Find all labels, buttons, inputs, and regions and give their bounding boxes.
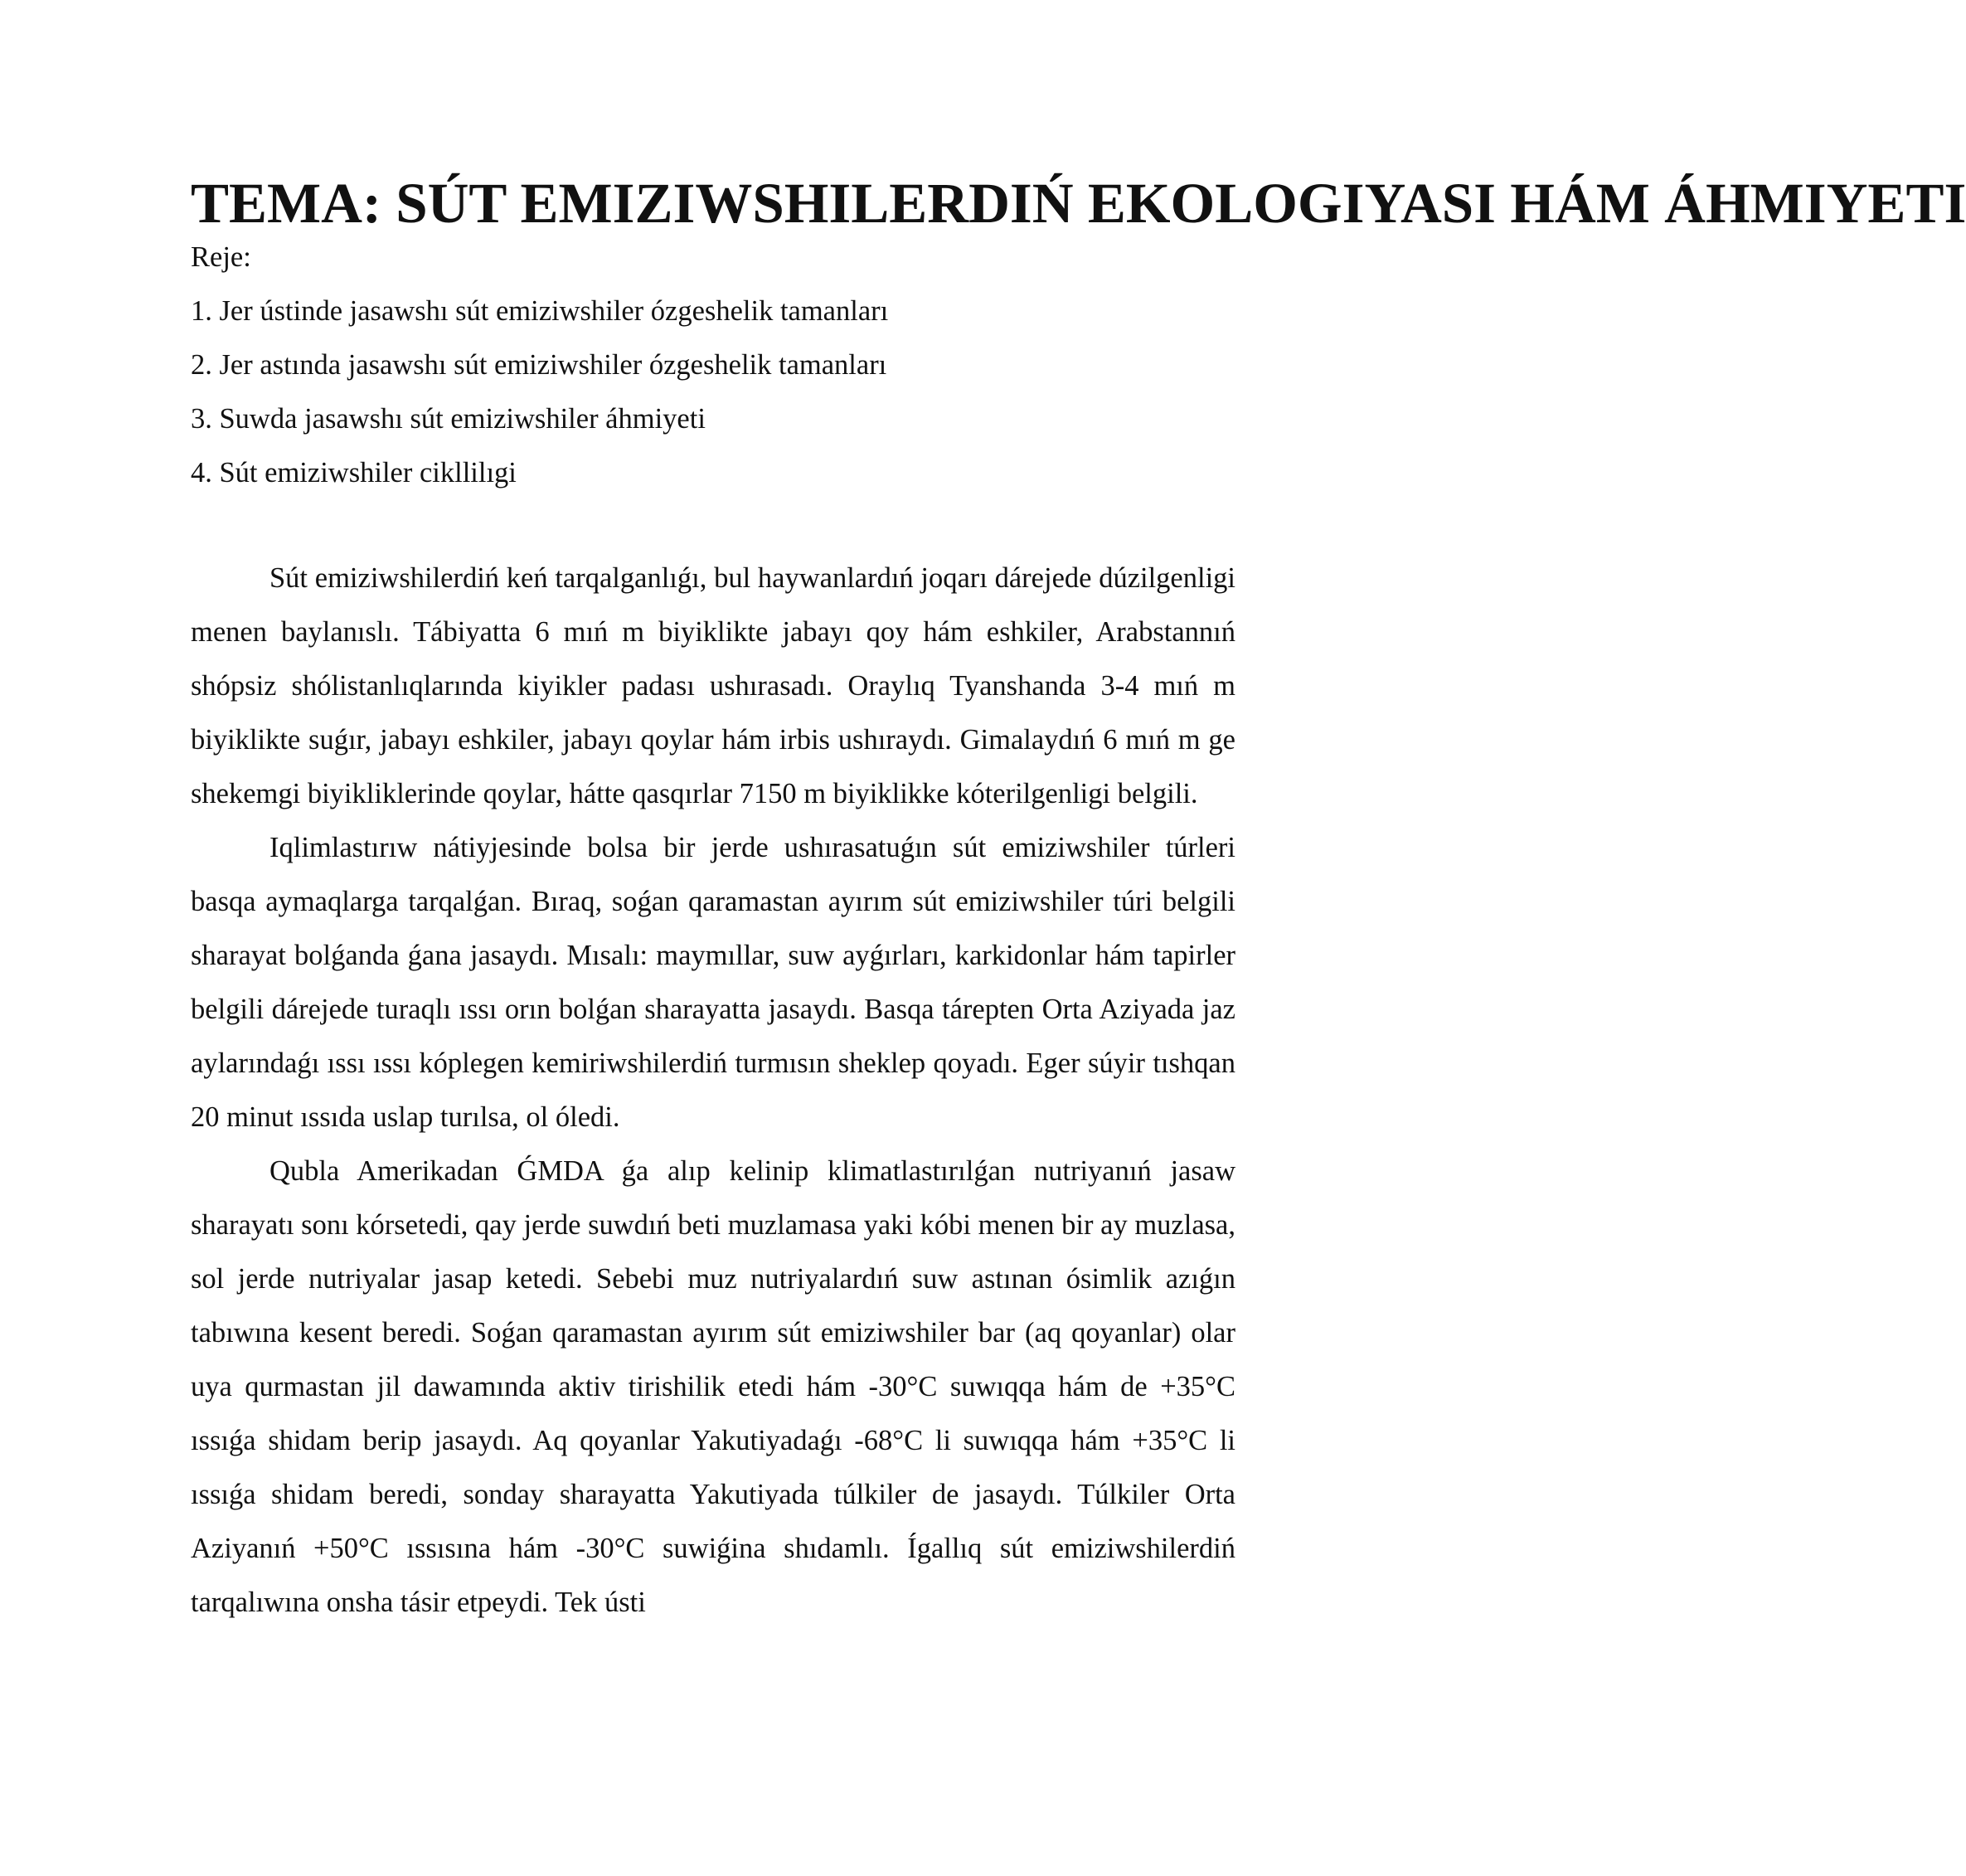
plan-item: 2. Jer astında jasawshı sút emiziwshiler ózgeshelik tamanları (191, 349, 887, 381)
paragraph: Qubla Amerikadan ǴMDA ǵa alıp kelinip klimatlastırılǵan nutriyanıń jasaw sharayatı sonı kórsetedi, qay jerde suwdıń beti muzlamasa yaki kóbi menen bir ay muzlasa, sol jerde nutriyalar jasap ketedi. Sebebi muz nutriyalardıń suw astınan ósimlik azıǵın tabıwına kesent beredi. Soǵan qaramastan ayırım sút emiziwshiler bar (aq qoyanlar) olar uya qurmastan jil dawamında aktiv tirishilik etedi hám -30°C suwıqqa hám de +35°C ıssıǵa shidam berip jasaydı. Aq qoyanlar Yakutiyadaǵı -68°C li suwıqqa hám +35°C li ıssıǵa shidam beredi, sonday sharayatta Yakutiyada túlkiler de jasaydı. Túlkiler Orta Aziyanıń +50°C ıssısına hám -30°C suwiǵina shıdamlı. Ígallıq sút emiziwshilerdiń tarqalıwına onsha tásir etpeydi. Tek ústi (191, 1155, 1235, 1618)
document-content (191, 172, 1966, 1630)
plan-heading: Reje: (191, 241, 251, 273)
plan-item: 1. Jer ústinde jasawshı sút emiziwshiler ózgeshelik tamanları (191, 295, 889, 327)
document-body (191, 552, 1235, 1630)
document-title: TEMA: SÚT EMIZIWSHILERDIŃ EKOLOGIYASI HÁM ÁHMIYETI (191, 172, 1966, 235)
plan-item: 4. Sút emiziwshiler cikllilıgi (191, 457, 517, 488)
plan-item: 3. Suwda jasawshı sút emiziwshiler áhmiyeti (191, 403, 706, 435)
plan-list (191, 284, 1235, 500)
paragraph: Iqlimlastırıw nátiyjesinde bolsa bir jerde ushırasatuǵın sút emiziwshiler túrleri basqa aymaqlarga tarqalǵan. Bıraq, soǵan qaramastan ayırım sút emiziwshiler túri belgili sharayat bolǵanda ǵana jasaydı. Mısalı: maymıllar, suw ayǵırları, karkidonlar hám tapirler belgili dárejede turaqlı ıssı orın bolǵan sharayatta jasaydı. Basqa tárepten Orta Aziyada jaz aylarındaǵı ıssı ıssı kóplegen kemiriwshilerdiń turmısın sheklep qoyadı. Eger súyir tıshqan 20 minut ıssıda uslap turılsa, ol óledi. (191, 832, 1235, 1133)
paragraph: Sút emiziwshilerdiń keń tarqalganlıǵı, bul haywanlardıń joqarı dárejede dúzilgenligi menen baylanıslı. Tábiyatta 6 mıń m biyiklikte jabayı qoy hám eshkiler, Arabstannıń shópsiz shólistanlıqlarında kiyikler padası ushırasadı. Oraylıq Tyanshanda 3-4 mıń m biyiklikte suǵır, jabayı eshkiler, jabayı qoylar hám irbis ushıraydı. Gimalaydıń 6 mıń m ge shekemgi biyikliklerinde qoylar, hátte qasqırlar 7150 m biyiklikke kóterilgenligi belgili. (191, 562, 1235, 809)
